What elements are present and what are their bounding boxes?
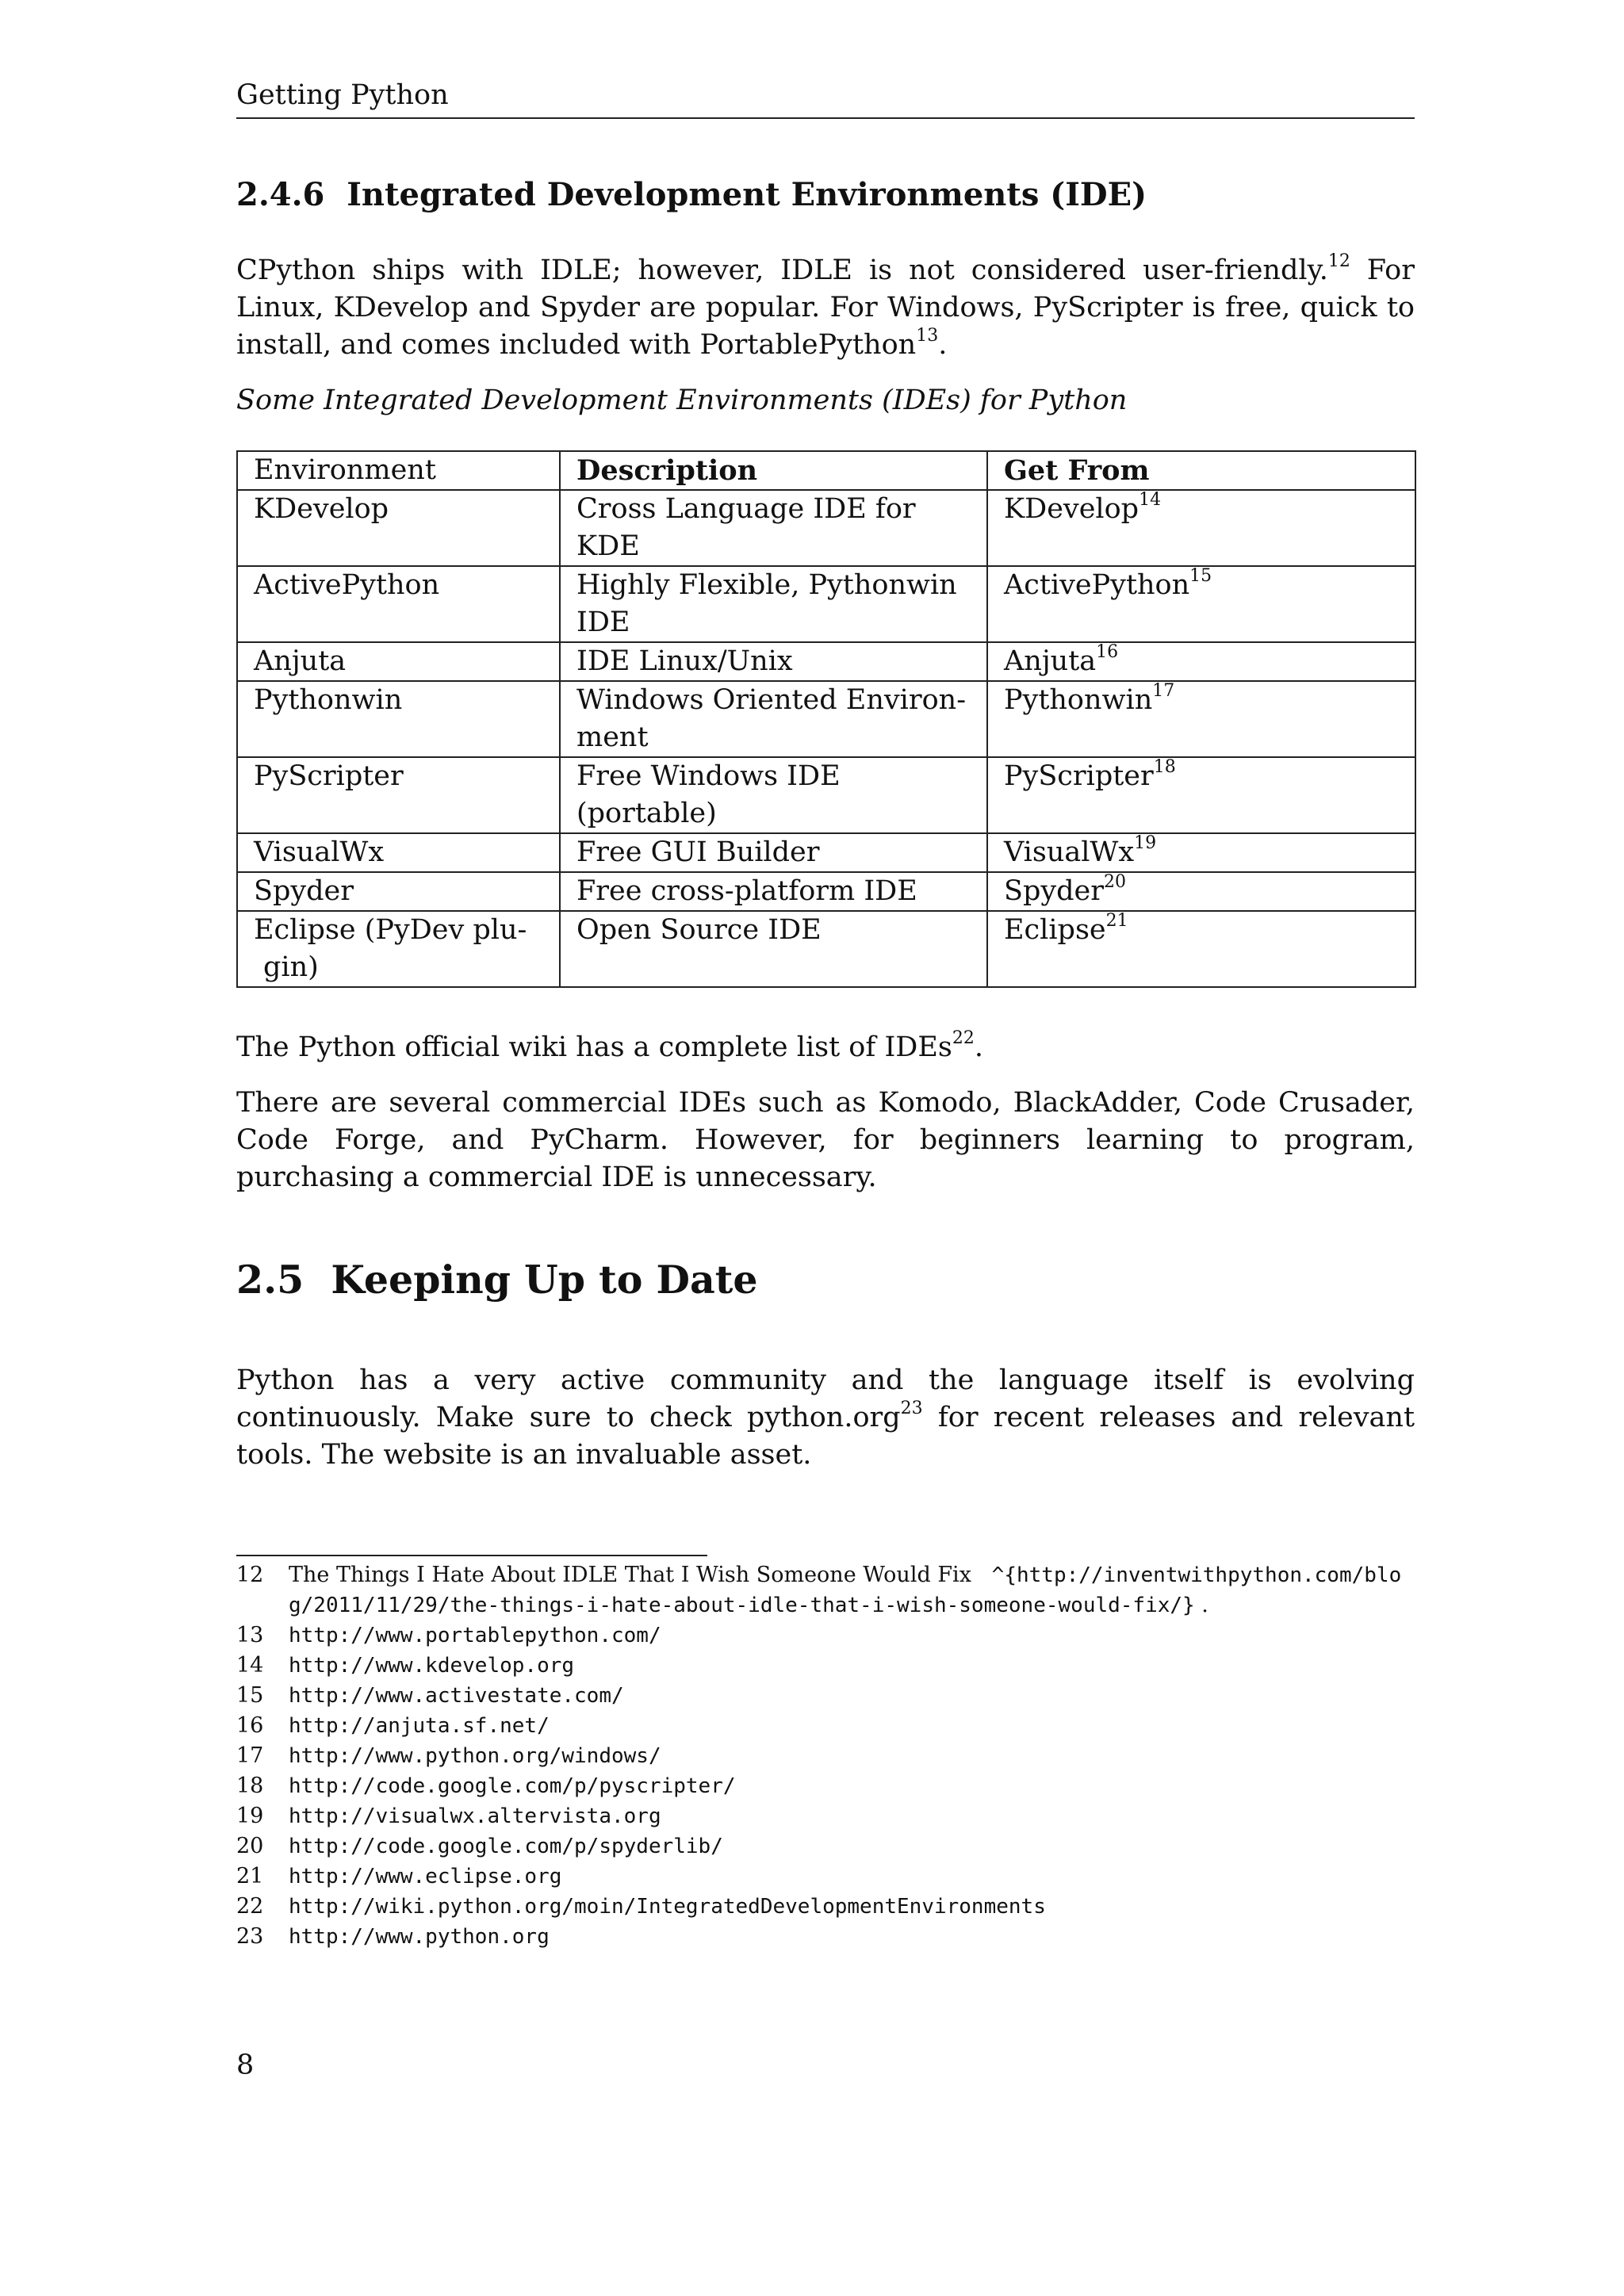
cell-environment: Eclipse (PyDev plu-gin): [237, 911, 560, 987]
header-description: Description: [560, 451, 987, 490]
cell-description: Open Source IDE: [560, 911, 987, 987]
cell-environment: ActivePython: [237, 566, 560, 642]
get-from-link[interactable]: Spyder: [1004, 875, 1105, 907]
footnote-ref-23[interactable]: 23: [900, 1399, 923, 1418]
footnote-ref[interactable]: 19: [1134, 833, 1157, 853]
cell-description: Free GUI Builder: [560, 833, 987, 872]
page-number: 8: [236, 2049, 255, 2081]
footnote-link[interactable]: http://www.eclipse.org: [289, 1865, 562, 1888]
footnote-23: 23 http://www.python.org: [236, 1922, 1426, 1952]
footnote-18: 18 http://code.google.com/p/pyscripter/: [236, 1771, 1426, 1801]
cell-get-from[interactable]: [987, 757, 1415, 833]
footnote-20: 20 http://code.google.com/p/spyderlib/: [236, 1831, 1426, 1862]
cell-get-from[interactable]: [987, 566, 1415, 642]
footnote-text: The Things I Hate About IDLE That I Wish Someone Would Fix: [289, 1563, 971, 1587]
footnote-link[interactable]: http://www.kdevelop.org: [289, 1654, 575, 1678]
keeping-up-paragraph: Python has a very active community and the language itself is evolving continuously. Make sure to check python.org$^{23}$ for recent releases and relevant tools. The website is an invaluable asset.: [236, 1364, 1415, 1471]
get-from-link[interactable]: KDevelop: [1004, 493, 1139, 525]
wiki-paragraph: The Python official wiki has a complete list of IDEs$^{22}$.: [236, 1028, 983, 1063]
cell-get-from[interactable]: [987, 681, 1415, 757]
footnote-link[interactable]: http://www.python.org: [289, 1925, 550, 1949]
footnote-link[interactable]: http://anjuta.sf.net/: [289, 1714, 550, 1738]
footnote-19: 19 http://visualwx.altervista.org: [236, 1801, 1426, 1831]
footnote-ref[interactable]: 17: [1152, 681, 1175, 701]
subsection-number: 2.4.6: [236, 176, 325, 213]
footnote-ref-13[interactable]: 13: [916, 326, 939, 346]
table-row: [237, 566, 1415, 642]
footnote-17: 17 http://www.python.org/windows/: [236, 1741, 1426, 1771]
footnote-link[interactable]: ^{http://inventwithpython.com/blog/2011/11/29/the-things-i-hate-about-idle-that-i-wish-someone-would-fix/}: [289, 1563, 1402, 1617]
subsection-title: Integrated Development Environments (IDE): [347, 176, 1147, 213]
get-from-link[interactable]: Anjuta: [1004, 645, 1097, 677]
section-title: Keeping Up to Date: [331, 1257, 758, 1303]
cell-environment: Pythonwin: [237, 681, 560, 757]
header-get-from: Get From: [987, 451, 1415, 490]
footnote-link[interactable]: http://code.google.com/p/pyscripter/: [289, 1774, 736, 1798]
footnotes: [236, 1560, 1426, 1952]
ide-intro-paragraph: CPython ships with IDLE; however, IDLE is not considered user-friendly.$^{12}$ For Linux, KDevelop and Spyder are popular. For Windows, PyScripter is free, quick to install, and comes included with PortablePython$^{13}$.: [236, 251, 1415, 361]
get-from-link[interactable]: VisualWx: [1004, 836, 1135, 868]
cell-description: Highly Flexible, Pythonwin IDE: [560, 566, 987, 642]
section-number: 2.5: [236, 1257, 304, 1303]
footnote-ref[interactable]: 15: [1189, 566, 1212, 586]
table-header-row: [237, 451, 1415, 490]
footnote-ref[interactable]: 21: [1105, 911, 1128, 931]
cell-get-from[interactable]: [987, 872, 1415, 911]
footnote-14: 14 http://www.kdevelop.org: [236, 1651, 1426, 1681]
footnote-22: 22 http://wiki.python.org/moin/IntegratedDevelopmentEnvironments: [236, 1892, 1426, 1922]
table-row: [237, 872, 1415, 911]
cell-get-from[interactable]: [987, 911, 1415, 987]
cell-description: Cross Language IDE for KDE: [560, 490, 987, 566]
cell-description: Free cross-platform IDE: [560, 872, 987, 911]
header-environment: Environment: [237, 451, 560, 490]
section-heading: [236, 1257, 758, 1303]
table-row: [237, 490, 1415, 566]
cell-get-from[interactable]: [987, 833, 1415, 872]
table-row: [237, 642, 1415, 681]
footnote-link[interactable]: http://code.google.com/p/spyderlib/: [289, 1835, 723, 1858]
get-from-link[interactable]: ActivePython: [1004, 569, 1190, 601]
footnote-link[interactable]: http://www.python.org/windows/: [289, 1744, 661, 1768]
footnote-link[interactable]: http://www.portablepython.com/: [289, 1624, 661, 1647]
footnote-ref[interactable]: 16: [1096, 642, 1119, 662]
cell-environment: Spyder: [237, 872, 560, 911]
cell-description: Free Windows IDE (portable): [560, 757, 987, 833]
get-from-link[interactable]: Pythonwin: [1004, 684, 1153, 716]
footnote-ref[interactable]: 18: [1153, 757, 1176, 777]
footnote-divider: [236, 1555, 707, 1556]
get-from-link[interactable]: Eclipse: [1004, 914, 1106, 946]
cell-get-from[interactable]: [987, 642, 1415, 681]
table-row: [237, 833, 1415, 872]
table-row: [237, 681, 1415, 757]
cell-description: Windows Oriented Environ-ment: [560, 681, 987, 757]
footnote-ref-12[interactable]: 12: [1327, 251, 1350, 271]
footnote-21: 21 http://www.eclipse.org: [236, 1862, 1426, 1892]
table-row: [237, 911, 1415, 987]
ide-table: [236, 450, 1416, 988]
cell-get-from[interactable]: [987, 490, 1415, 566]
footnote-15: 15 http://www.activestate.com/: [236, 1681, 1426, 1711]
commercial-ides-paragraph: There are several commercial IDEs such as Komodo, BlackAdder, Code Crusader, Code Forge, and PyCharm. However, for beginners learning to program, purchasing a commercial IDE is unnecessary.: [236, 1087, 1415, 1193]
footnote-link[interactable]: http://wiki.python.org/moin/IntegratedDevelopmentEnvironments: [289, 1895, 1046, 1919]
footnote-link[interactable]: http://www.activestate.com/: [289, 1684, 624, 1708]
cell-environment: KDevelop: [237, 490, 560, 566]
cell-environment: VisualWx: [237, 833, 560, 872]
cell-environment: Anjuta: [237, 642, 560, 681]
footnote-16: 16 http://anjuta.sf.net/: [236, 1711, 1426, 1741]
subsection-heading: [236, 176, 1147, 213]
footnote-12: 12 The Things I Hate About IDLE That I Wish Someone Would Fix ^{http://inventwithpython.com/blog/2011/11/29/the-things-i-hate-about-idle-that-i-wish-someone-would-fix/} .: [236, 1563, 1402, 1617]
footnote-ref[interactable]: 20: [1104, 872, 1127, 892]
get-from-link[interactable]: PyScripter: [1004, 760, 1154, 792]
footnote-ref-22[interactable]: 22: [952, 1028, 975, 1048]
footnote-link[interactable]: http://visualwx.altervista.org: [289, 1804, 661, 1828]
cell-environment: PyScripter: [237, 757, 560, 833]
table-caption: Some Integrated Development Environments (IDEs) for Python: [236, 385, 1128, 416]
footnote-ref[interactable]: 14: [1139, 490, 1162, 510]
running-header: Getting Python: [236, 79, 1415, 119]
cell-description: IDE Linux/Unix: [560, 642, 987, 681]
footnote-13: 13 http://www.portablepython.com/: [236, 1621, 1426, 1651]
table-row: [237, 757, 1415, 833]
